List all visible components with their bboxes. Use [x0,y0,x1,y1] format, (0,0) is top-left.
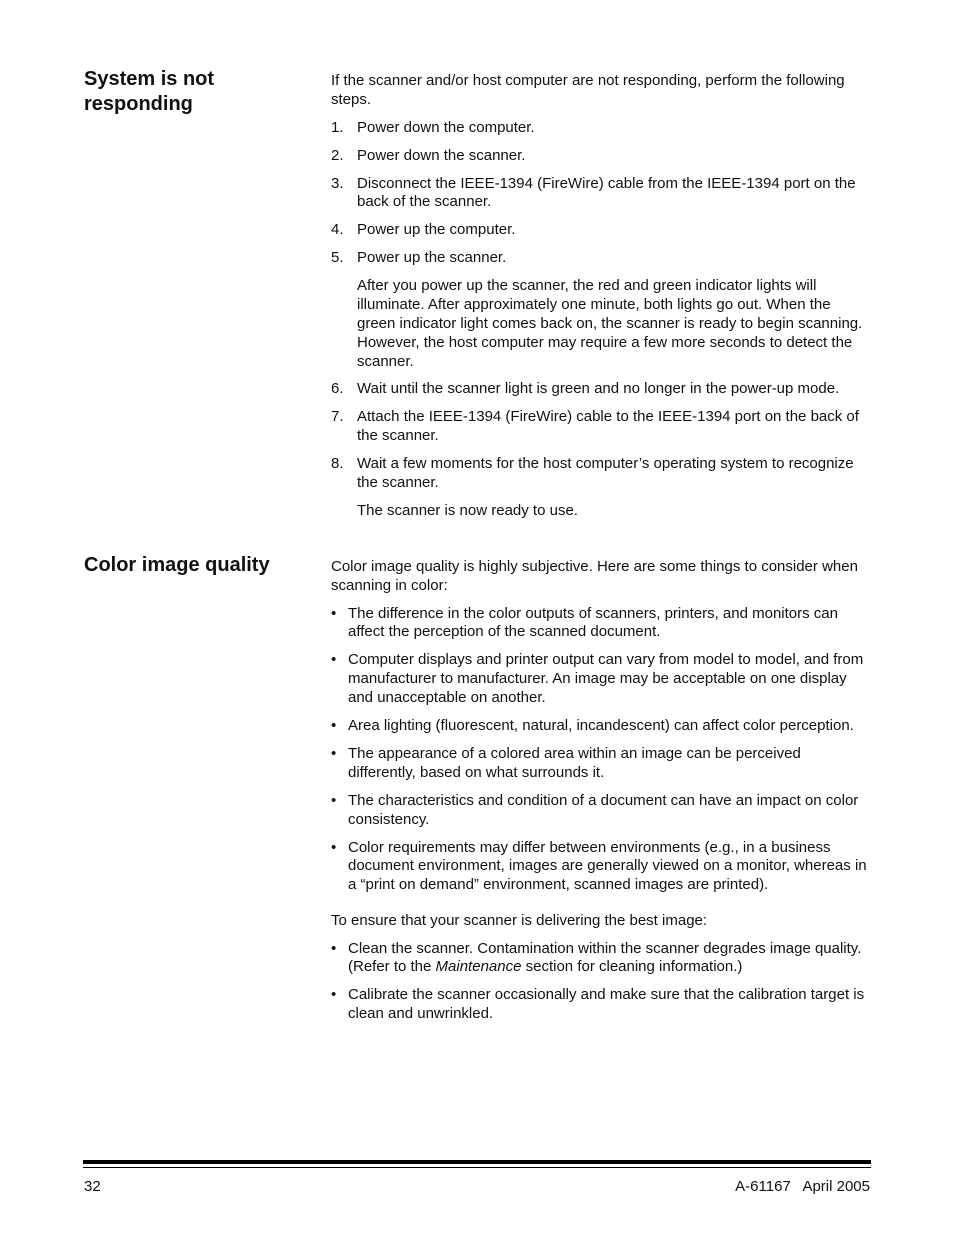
list-item [331,651,871,707]
bullet-text: Area lighting (fluorescent, natural, incandescent) can affect color perception. [348,716,854,734]
step-text: Disconnect the IEEE-1394 (FireWire) cable from the IEEE-1394 port on the back of the scanner. [357,174,856,211]
step-number: 6. [331,380,344,398]
step-text: Attach the IEEE-1394 (FireWire) cable to the IEEE-1394 port on the back of the scanner. [357,408,859,445]
step-text: Power up the computer. [357,221,516,239]
step-number: 5. [331,249,344,267]
section-body-system-not-responding [331,72,871,530]
bullet-text-part: section for cleaning information.) [521,958,743,976]
list-item [331,380,871,399]
bullet: • [331,716,337,734]
list-item [331,249,871,268]
list-item [331,605,871,643]
ensure-intro: To ensure that your scanner is delivering the best image: [331,911,708,929]
footer-rule-thin [83,1167,871,1168]
step-number: 8. [331,455,344,473]
list-item [331,408,871,446]
step-text: Power down the computer. [357,118,535,136]
step-text: Wait until the scanner light is green and no longer in the power-up mode. [357,380,840,398]
closing-note: The scanner is now ready to use. [357,502,578,520]
list-item [331,221,871,240]
step-number: 2. [331,146,344,164]
list-item [331,119,871,138]
step-number: 7. [331,408,344,426]
page-number: 32 [84,1178,101,1195]
section-heading-color-image-quality: Color image quality [84,554,270,576]
section-heading-system-not-responding: System is not responding [84,68,215,115]
list-item [331,455,871,493]
list-item [331,745,871,783]
bullet: • [331,791,337,809]
list-item [331,940,871,978]
bullet: • [331,651,337,669]
step-number: 1. [331,118,344,136]
step-text: Wait a few moments for the host computer’s operating system to recognize the scanner. [357,455,854,492]
bullet-text [348,940,861,976]
bullet-text: Calibrate the scanner occasionally and make sure that the calibration target is clean and unwrinkled. [348,986,865,1023]
step-text: Power up the scanner. [357,249,507,267]
step-number: 3. [331,174,344,192]
bullet-text-part: Clean the scanner. Contamination within the scanner degrades image quality. (Refer to the [348,939,862,976]
list-item [331,986,871,1024]
bullet-text: The appearance of a colored area within an image can be perceived differently, based on what surrounds it. [348,744,801,781]
list-item [331,175,871,213]
document-info: A-61167 April 2005 [735,1178,870,1195]
list-item [331,839,871,895]
bullet: • [331,939,337,957]
bullet: • [331,744,337,762]
bullet: • [331,986,337,1004]
bullet-text: Color requirements may differ between environments (e.g., in a business document environment, images are generally viewed on a monitor, whereas in a “print on demand” environment, scanned images are printed). [348,838,867,894]
list-item [331,147,871,166]
maintenance-reference: Maintenance [435,958,522,976]
bullet-text: Computer displays and printer output can vary from model to model, and from manufacturer to manufacturer. An image may be acceptable on one display and unacceptable on another. [348,651,864,706]
list-item [331,792,871,830]
section-intro: If the scanner and/or host computer are not responding, perform the following steps. [331,72,845,108]
list-item [331,717,871,736]
footer-rule-thick [83,1160,871,1164]
step-text: Power down the scanner. [357,146,526,164]
bullet-text: The characteristics and condition of a document can have an impact on color consistency. [348,791,859,828]
section-intro: Color image quality is highly subjective. Here are some things to consider when scanning in color: [331,558,858,594]
section-body-color-image-quality [331,558,871,1033]
bullet-text: The difference in the color outputs of scanners, printers, and monitors can affect the perception of the scanned document. [348,604,838,641]
bullet: • [331,838,337,856]
step-note: After you power up the scanner, the red and green indicator lights will illuminate. After approximately one minute, both lights go out. When the green indicator light comes back on, the scanner is ready to begin scanning. However, the host computer may require a few more seconds to detect the scanner. [357,277,863,370]
bullet: • [331,604,337,622]
step-number: 4. [331,221,344,239]
